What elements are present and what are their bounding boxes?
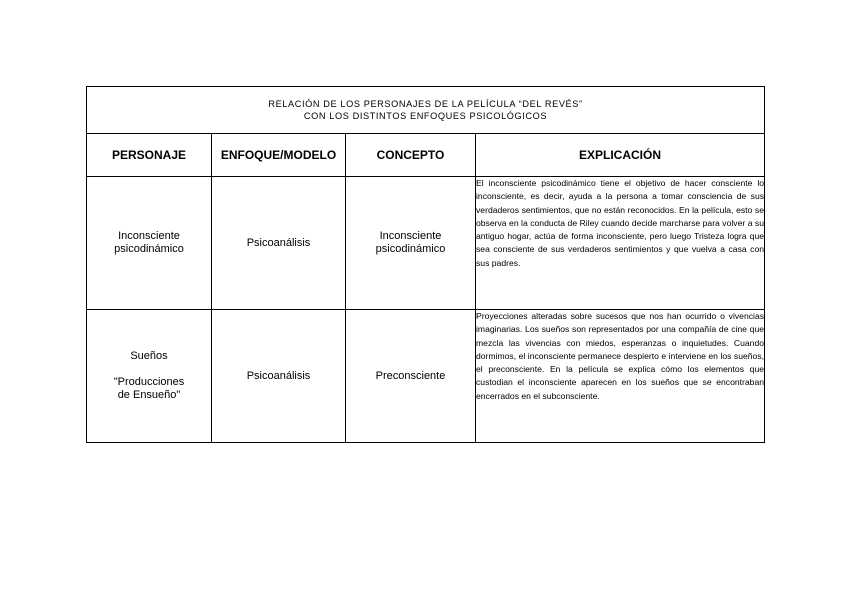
table-row [87, 310, 765, 443]
cell-personaje [87, 177, 212, 310]
concepto-line: Inconsciente [379, 230, 442, 242]
personaje-line: Inconsciente [118, 230, 180, 242]
header-concepto: CONCEPTO [346, 134, 476, 177]
concepto-line: psicodinámico [375, 243, 446, 255]
table-row [87, 177, 765, 310]
table-title [87, 87, 765, 134]
cell-personaje [87, 310, 212, 443]
cell-enfoque: Psicoanálisis [212, 177, 346, 310]
title-row [87, 87, 765, 134]
cell-concepto [346, 310, 476, 443]
header-personaje: PERSONAJE [87, 134, 212, 177]
title-line-1: RELACIÓN DE LOS PERSONAJES DE LA PELÍCULA “DEL REVÉS” [268, 99, 583, 109]
cell-concepto [346, 177, 476, 310]
concepto-line: Preconsciente [375, 369, 446, 382]
header-row [87, 134, 765, 177]
relation-table [86, 86, 765, 443]
personaje-line: "Producciones [113, 376, 185, 388]
cell-explicacion: Proyecciones alteradas sobre sucesos que nos han ocurrido o vivencias imaginarias. Los sueños son representados por una compañía de cine que mezcla las vivencias con miedos, esperanzas o inquietudes. Cuando dormimos, el inconsciente permanece despierto e interviene en los sueños, el preconsciente. En la película se explica cómo los elementos que custodian el inconsciente aparecen en los sueños que se encontraban encerrados en el subconsciente. [476, 310, 765, 443]
header-explicacion: EXPLICACIÓN [476, 134, 765, 177]
personaje-line: Sueños [130, 350, 168, 362]
personaje-line: psicodinámico [114, 243, 184, 255]
personaje-line: de Ensueño" [117, 389, 181, 401]
cell-explicacion: El inconsciente psicodinámico tiene el objetivo de hacer consciente lo inconsciente, es decir, ayuda a la persona a tomar consciencia de sus verdaderos sentimientos, que no están reconocidos. En la película, esto se observa en la conducta de Riley cuando decide marcharse para volver a su antiguo hogar, actúa de forma inconsciente, pero luego Tristeza logra que sea consciente de sus verdaderos sentimientos y que vuelva a casa con sus padres. [476, 177, 765, 310]
title-line-2: CON LOS DISTINTOS ENFOQUES PSICOLÓGICOS [303, 111, 548, 121]
header-enfoque: ENFOQUE/MODELO [212, 134, 346, 177]
cell-enfoque: Psicoanálisis [212, 310, 346, 443]
